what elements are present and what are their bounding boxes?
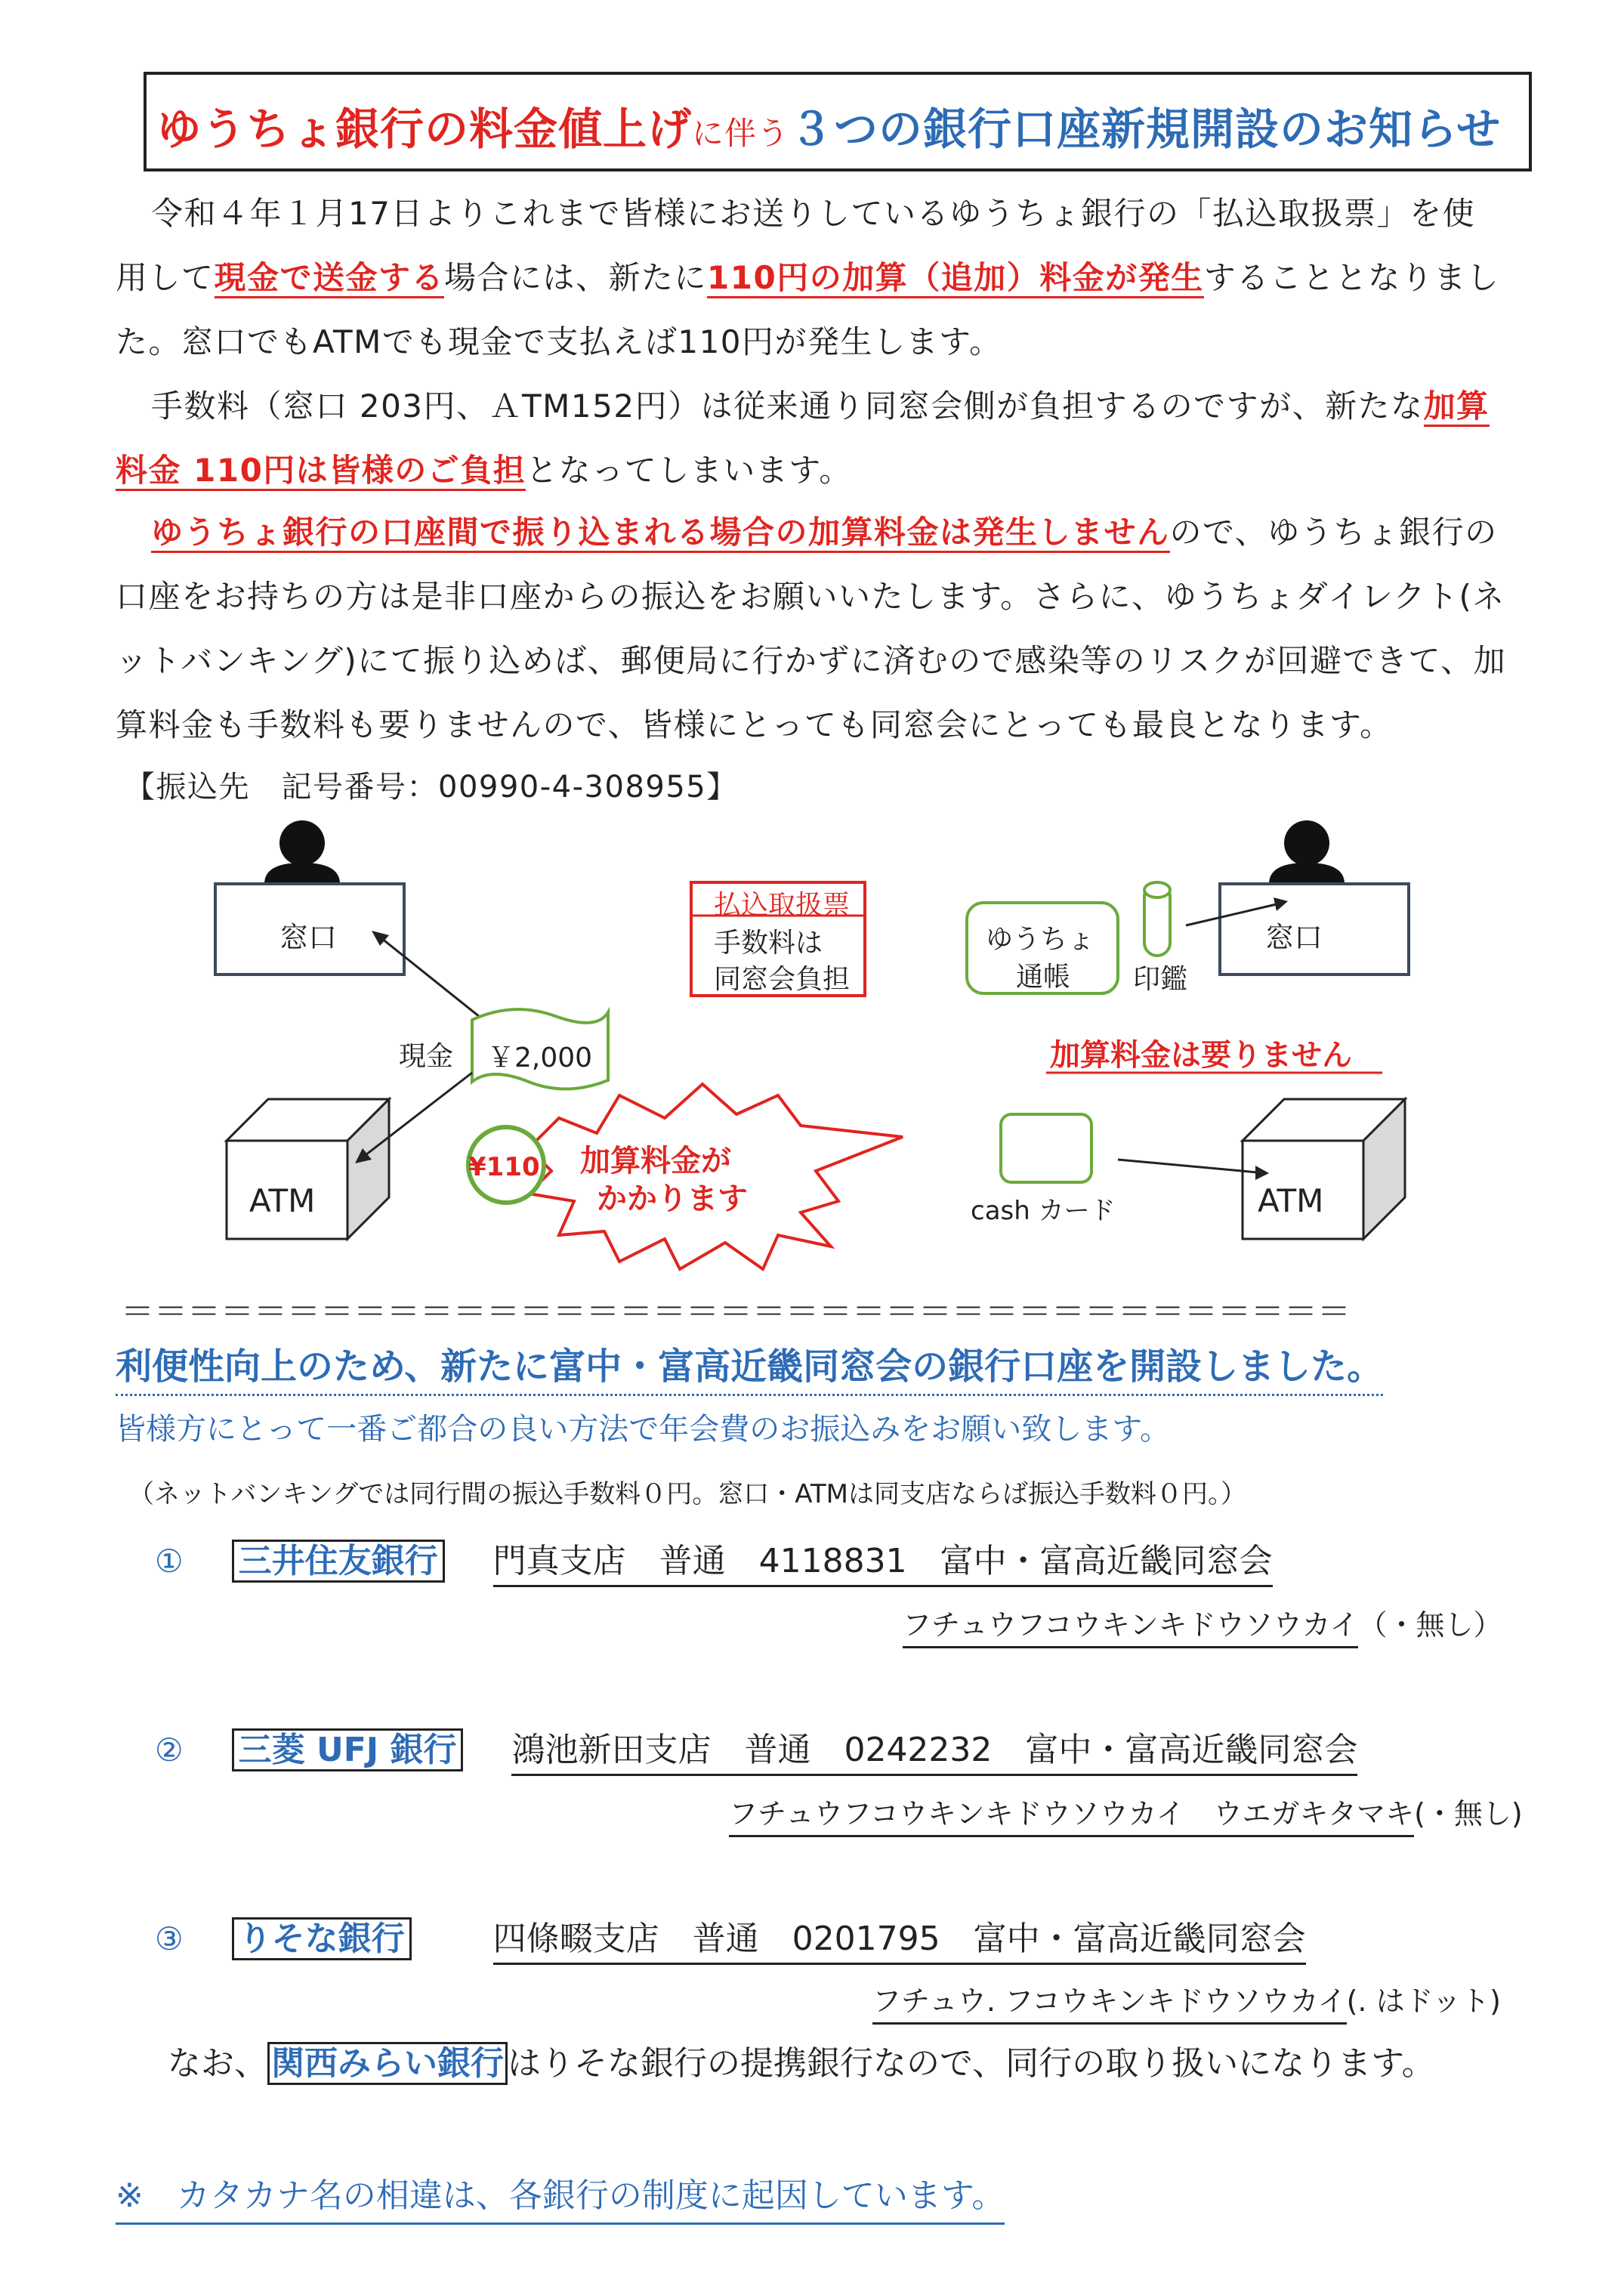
bank-kana-note-3: (. はドット) (1346, 1985, 1501, 2018)
bank-kana-2: フチュウフコウキンキドウソウカイ ウエガキタマキ (729, 1797, 1414, 1837)
para1-line2 (116, 253, 1499, 298)
para2-highlight-1: 加算 (1424, 388, 1490, 427)
para1-line2-a: 用して (116, 259, 215, 296)
para1-line3: た。窓口でもATMでも現金で支払えば110円が発生します。 (116, 323, 1002, 360)
slip-line2: 同窓会負担 (714, 964, 851, 995)
coin-label: ¥110 (468, 1152, 540, 1182)
divider: ＝＝＝＝＝＝＝＝＝＝＝＝＝＝＝＝＝＝＝＝＝＝＝＝＝＝＝＝＝＝＝＝＝＝＝＝＝ (121, 1293, 1351, 1331)
section2-title: 利便性向上のため、新たに富中・富高近畿同窓会の銀行口座を開設しました。 (116, 1337, 1383, 1396)
para2-line2 (116, 446, 852, 491)
burst-line2: かかります (597, 1181, 748, 1216)
seal-label: 印鑑 (1133, 964, 1188, 995)
arrow-card-atm (1118, 1160, 1258, 1172)
bank-detail-1: 門真支店 普通 4118831 富中・富高近畿同窓会 (493, 1542, 1273, 1587)
kansai-post: はりそな銀行の提携銀行なので、同行の取り扱いになります。 (508, 2044, 1435, 2083)
right-window-label: 窓口 (1265, 921, 1323, 954)
para3-line3: ットバンキング)にて振り込めば、郵便局に行かずに済むので感染等のリスクが回避できて、加 (116, 642, 1507, 679)
bank-number-2: ② (155, 1731, 184, 1768)
bank-row-2 (155, 1722, 1357, 1771)
bank-row-3 (155, 1911, 1306, 1960)
page-title (157, 94, 1501, 157)
bank-kana-3: フチュウ. フコウキンキドウソウカイ (872, 1985, 1347, 2025)
passbook-line2: 通帳 (1016, 962, 1071, 993)
bank-kana-note-1: （・無し） (1358, 1608, 1502, 1642)
title-part2: に伴う (692, 115, 790, 152)
bank-number-1: ① (155, 1543, 184, 1580)
cash-label: 現金 (399, 1041, 454, 1072)
left-atm-label: ATM (249, 1182, 316, 1219)
kansai-pre: なお、 (168, 2044, 267, 2083)
burst-line1: 加算料金が (580, 1144, 731, 1178)
bank-number-3: ③ (155, 1920, 184, 1957)
para2-line1 (151, 381, 1490, 427)
passbook-line1: ゆうちょ (986, 924, 1095, 955)
section2-subtitle: 皆様方にとって一番ご都合の良い方法で年会費のお振込みをお願い致します。 (116, 1412, 1170, 1447)
section2-note: （ネットバンキングでは同行間の振込手数料０円。窓口・ATMは同支店ならば振込手数料０円。） (128, 1479, 1247, 1509)
bank-detail-3: 四條畷支店 普通 0201795 富中・富高近畿同窓会 (493, 1920, 1306, 1965)
para3-line2: 口座をお持ちの方は是非口座からの振込をお願いいたします。さらに、ゆうちょダイレクト(ネ (116, 578, 1505, 615)
account-number: 【振込先 記号番号：00990-4-308955】 (125, 770, 738, 805)
footnote: ※ カタカナ名の相違は、各銀行の制度に起因しています。 (116, 2168, 1005, 2225)
arrow-cash-window (381, 938, 483, 1020)
cash-card-icon (1001, 1114, 1091, 1182)
bank-kana-row-2 (729, 1790, 1523, 1832)
bank-name-2: 三菱 UFJ 銀行 (232, 1728, 464, 1771)
left-clerk-icon (264, 820, 340, 884)
cash-card-label: cash カード (971, 1196, 1116, 1226)
bank-detail-2: 鴻池新田支店 普通 0242232 富中・富高近畿同窓会 (511, 1731, 1357, 1776)
para3-highlight: ゆうちょ銀行の口座間で振り込まれる場合の加算料金は発生しません (151, 514, 1170, 553)
para1-line1: 令和４年１月17日よりこれまで皆様にお送りしているゆうちょ銀行の「払込取扱票」を使 (151, 195, 1475, 232)
title-part1: ゆうちょ銀行の料金値上げ (157, 103, 693, 155)
right-atm-label: ATM (1258, 1182, 1324, 1219)
no-fee-label: 加算料金は要りません (1050, 1038, 1352, 1073)
bank-name-1: 三井住友銀行 (232, 1540, 445, 1583)
bank-row-1 (155, 1534, 1273, 1582)
bank-kana-1: フチュウフコウキンキドウソウカイ (903, 1608, 1358, 1648)
right-clerk-icon (1269, 820, 1345, 884)
kansai-note (168, 2036, 1435, 2084)
slip-line1: 手数料は (714, 928, 823, 959)
seal-icon (1144, 882, 1170, 956)
para1-highlight-fee: 110円の加算（追加）料金が発生 (707, 259, 1204, 298)
bank-kana-note-2: (・無し) (1414, 1797, 1523, 1830)
bank-name-3: りそな銀行 (232, 1917, 412, 1960)
kansai-bank-name: 関西みらい銀行 (267, 2042, 508, 2085)
cash-amount: ￥2,000 (487, 1042, 593, 1073)
slip-title: 払込取扱票 (714, 890, 851, 921)
bank-kana-row-1 (903, 1602, 1502, 1643)
para2-highlight-2: 料金 110円は皆様のご負担 (116, 452, 526, 491)
para2-line2-b: となってしまいます。 (526, 452, 852, 489)
para3-line1 (151, 508, 1498, 553)
para3-line1-b: ので、ゆうちょ銀行の (1169, 514, 1498, 551)
para1-line2-c: 場合には、新たに (444, 259, 708, 296)
para1-line2-e: することとなりまし (1203, 259, 1500, 296)
left-window-label: 窓口 (279, 921, 338, 954)
title-part3: ３つの銀行口座新規開設のお知らせ (789, 103, 1502, 155)
para2-line1-a: 手数料（窓口 203円、ＡTM152円）は従来通り同窓会側が負担するのですが、新たな (151, 388, 1424, 425)
bank-kana-row-3 (872, 1978, 1501, 2019)
para3-line4: 算料金も手数料も要りませんので、皆様にとっても同窓会にとっても最良となります。 (116, 706, 1393, 743)
para1-highlight-cash: 現金で送金する (215, 259, 445, 298)
